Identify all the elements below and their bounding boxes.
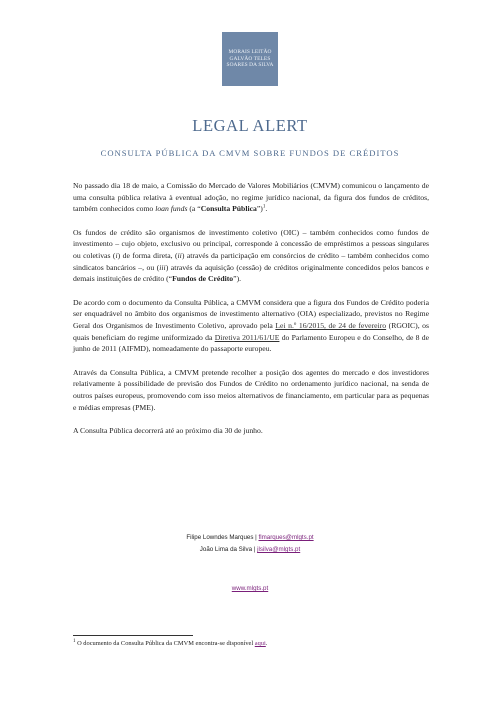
footnote-link[interactable]: aqui <box>254 640 266 647</box>
email-link-2[interactable]: jlsilva@mlgts.pt <box>257 546 301 553</box>
footnote-ref[interactable]: 1 <box>262 204 266 210</box>
footnote-number: 1 <box>73 638 76 644</box>
footnote: $^1$ O documento da Consulta Pública da CMVM encontra-se disponível aqui. <box>73 638 268 647</box>
defined-term-fundos: Fundos de Crédito <box>172 274 234 284</box>
directive-link[interactable]: Diretiva 2011/61/UE <box>214 332 280 342</box>
loan-funds-term: loan funds <box>155 204 188 214</box>
logo-line-2: GALVÃO TELES <box>229 55 271 62</box>
logo-line-1: MORAIS LEITÃO <box>228 49 272 56</box>
logo-line-3: SOARES DA SILVA <box>226 62 274 69</box>
document-title: LEGAL ALERT <box>192 116 308 135</box>
defined-term-consulta: Consulta Pública <box>200 204 257 214</box>
footnote-divider <box>73 635 193 636</box>
website-line <box>0 585 500 592</box>
paragraph-3: De acordo com o documento da Consulta Pública, a CMVM considera que a figura dos Fundos de Crédito poderia ser enquadrável no âmbito dos organismos de investimento alternativo (OIA) especializado, previstos no Regime Geral dos Organismos de Investimento Coletivo, aprovado pela Lei n.º 16/2015, de 24 de fevereiro (RGOIC), os quais beneficiam do regime uniformizado da Diretiva 2011/61/UE do Parlamento Europeu e do Conselho, de 8 de junho de 2011 (AIFMD), nomeadamente do passaporte europeu. <box>73 297 430 354</box>
paragraph-1: No passado dia 18 de maio, a Comissão do Mercado de Valores Mobiliários (CMVM) comunicou o lançamento de uma consulta pública relativa à eventual adoção, no regime jurídico nacional, da figura dos fundos de créditos, também conhecidos como loan funds (a “Consulta Pública”)$^1$. <box>73 181 429 214</box>
law-link[interactable]: Lei n.º 16/2015, de 24 de fevereiro <box>275 320 387 330</box>
document-subtitle: CONSULTA PÚBLICA DA CMVM SOBRE FUNDOS DE CRÉDITOS <box>100 148 400 158</box>
contact-line-2: João Lima da Silva | jlsilva@mlgts.pt <box>199 546 301 553</box>
contact-line-1: Filipe Lowndes Marques | flmarques@mlgts.pt <box>186 534 314 541</box>
paragraph-5: A Consulta Pública decorrerá até ao próximo dia 30 de junho. <box>73 426 263 436</box>
email-link-1[interactable]: flmarques@mlgts.pt <box>258 534 314 541</box>
document-body <box>73 180 429 449</box>
firm-logo <box>222 32 278 86</box>
paragraph-2: Os fundos de crédito são organismos de investimento coletivo (OIC) – também conhecidos como fundos de investimento – cujo objeto, exclusivo ou principal, corresponde à concessão de empréstimos a pessoas singulares ou coletivas (i) de forma direta, (ii) através da participação em consórcios de crédito – também conhecidos como sindicatos bancários –, ou (iii) através da aquisição (cessão) de créditos originalmente concedidos pelos bancos e demais instituições de crédito (“Fundos de Crédito”). <box>73 227 430 284</box>
paragraph-4: Através da Consulta Pública, a CMVM pretende recolher a posição dos agentes do mercado e dos investidores relativamente à possibilidade de previsão dos Fundos de Crédito no ordenamento jurídico nacional, na senda de outros países europeus, promovendo com isso meios alternativos de financiamento, em particular para as pequenas e médias empresas (PME). <box>73 367 429 412</box>
website-link[interactable]: www.mlgts.pt <box>231 585 269 592</box>
